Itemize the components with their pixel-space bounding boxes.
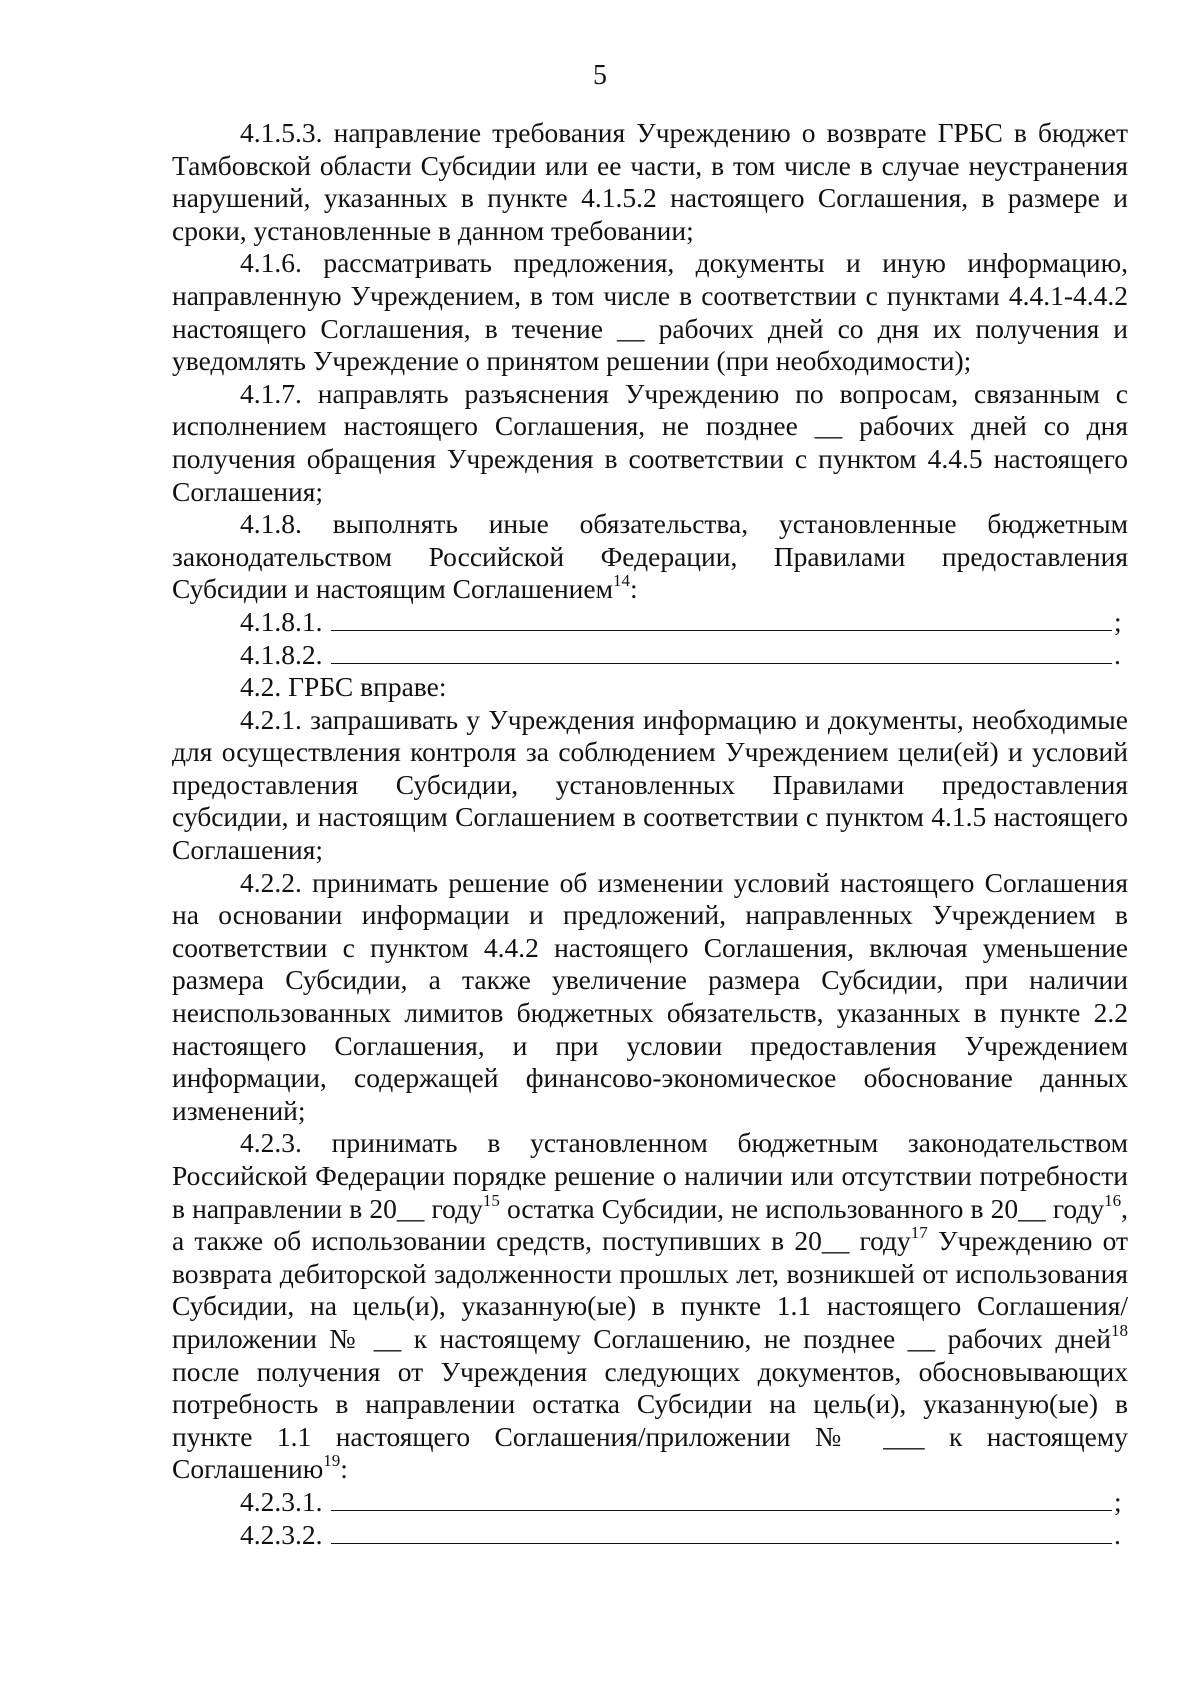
blank-fill-line	[331, 608, 1113, 631]
blank-item-4-2-3-1	[172, 1486, 1128, 1519]
paragraph-4-2-3-part-6: :	[340, 1453, 348, 1485]
paragraph-4-1-8-tail: :	[630, 573, 638, 605]
footnote-ref-15: 15	[482, 1190, 500, 1210]
paragraph-4-2-3	[172, 1127, 1128, 1486]
item-end-mark: .	[1114, 638, 1121, 670]
page-number: 5	[593, 60, 607, 91]
paragraph-4-2: 4.2. ГРБС вправе:	[240, 671, 447, 703]
blank-fill-line	[331, 641, 1113, 664]
footnote-ref-14: 14	[613, 571, 631, 591]
item-number: 4.1.8.2.	[240, 638, 323, 670]
blank-item-4-1-8-1	[172, 606, 1128, 639]
footnote-ref-16: 16	[1104, 1190, 1122, 1210]
blank-item-4-1-8-2	[172, 639, 1128, 672]
paragraph-4-2-1: 4.2.1. запрашивать у Учреждения информацию и документы, необходимые для осуществления контроля за соблюдением Учреждением цели(ей) и условий предоставления Субсидии, установленных Правилами предоставления субсидии, и настоящим Соглашением в соответствии с пунктом 4.1.5 настоящего Соглашения;	[172, 703, 1128, 866]
footnote-ref-17: 17	[910, 1223, 928, 1243]
item-end-mark: ;	[1114, 1485, 1122, 1517]
paragraph-4-2-3-part-1: 4.2.3. принимать в установленном бюджетным законодательством Российской Федерации порядке решение о наличии или отсутствии потребности в направлении в 20__ году	[172, 1127, 1128, 1224]
paragraph-4-1-8	[172, 508, 1128, 606]
paragraph-4-2-3-part-4: Учреждению от возврата дебиторской задолженности прошлых лет, возникшей от использования Субсидии, на цель(и), указанную(ые) в пункте 1.1 настоящего Соглашения/приложении № __ к настоящему Соглашению, не позднее __ рабочих дней	[172, 1225, 1128, 1354]
paragraph-4-1-6: 4.1.6. рассматривать предложения, документы и иную информацию, направленную Учреждением, в том числе в соответствии с пунктами 4.4.1-4.4.2 настоящего Соглашения, в течение __ рабочих дней со дня их получения и уведомлять Учреждение о принятом решении (при необходимости);	[172, 247, 1128, 377]
item-number: 4.2.3.1.	[240, 1485, 323, 1517]
paragraph-4-1-8-text: 4.1.8. выполнять иные обязательства, установленные бюджетным законодательством Российской Федерации, Правилами предоставления Субсидии и настоящим Соглашением	[172, 508, 1128, 605]
paragraph-4-1-5-3: 4.1.5.3. направление требования Учреждению о возврате ГРБС в бюджет Тамбовской области Субсидии или ее части, в том числе в случае неустранения нарушений, указанных в пункте 4.1.5.2 настоящего Соглашения, в размере и сроки, установленные в данном требовании;	[172, 117, 1128, 246]
item-number: 4.1.8.1.	[240, 605, 323, 637]
document-body	[172, 117, 1128, 1551]
blank-item-4-2-3-2	[172, 1519, 1128, 1552]
item-end-mark: .	[1114, 1518, 1121, 1550]
paragraph-4-2-3-part-5: после получения от Учреждения следующих документов, обосновывающих потребность в направлении остатка Субсидии на цель(и), указанную(ые) в пункте 1.1 настоящего Соглашения/приложении № ___ к настоящему Соглашению	[172, 1355, 1128, 1485]
paragraph-4-1-7: 4.1.7. направлять разъяснения Учреждению по вопросам, связанным с исполнением настоящего Соглашения, не позднее __ рабочих дней со дня получения обращения Учреждения в соответствии с пунктом 4.4.5 настоящего Соглашения;	[172, 377, 1128, 507]
footnote-ref-18: 18	[1111, 1320, 1128, 1340]
footnote-ref-19: 19	[323, 1451, 341, 1471]
paragraph-4-2-3-part-2: остатка Субсидии, не использованного в 20__ году	[499, 1192, 1105, 1224]
blank-fill-line	[331, 1488, 1113, 1511]
paragraph-4-2-3-part-3: , а также об использовании средств, поступивших в 20__ году	[172, 1192, 1129, 1257]
item-number: 4.2.3.2.	[240, 1518, 323, 1550]
paragraph-4-2-2: 4.2.2. принимать решение об изменении условий настоящего Соглашения на основании информации и предложений, направленных Учреждением в соответствии с пунктом 4.4.2 настоящего Соглашения, включая уменьшение размера Субсидии, а также увеличение размера Субсидии, при наличии неиспользованных лимитов бюджетных обязательств, указанных в пункте 2.2 настоящего Соглашения, и при условии предоставления Учреждением информации, содержащей финансово-экономическое обоснование данных изменений;	[172, 866, 1128, 1126]
item-end-mark: ;	[1114, 605, 1122, 637]
blank-fill-line	[331, 1521, 1113, 1544]
